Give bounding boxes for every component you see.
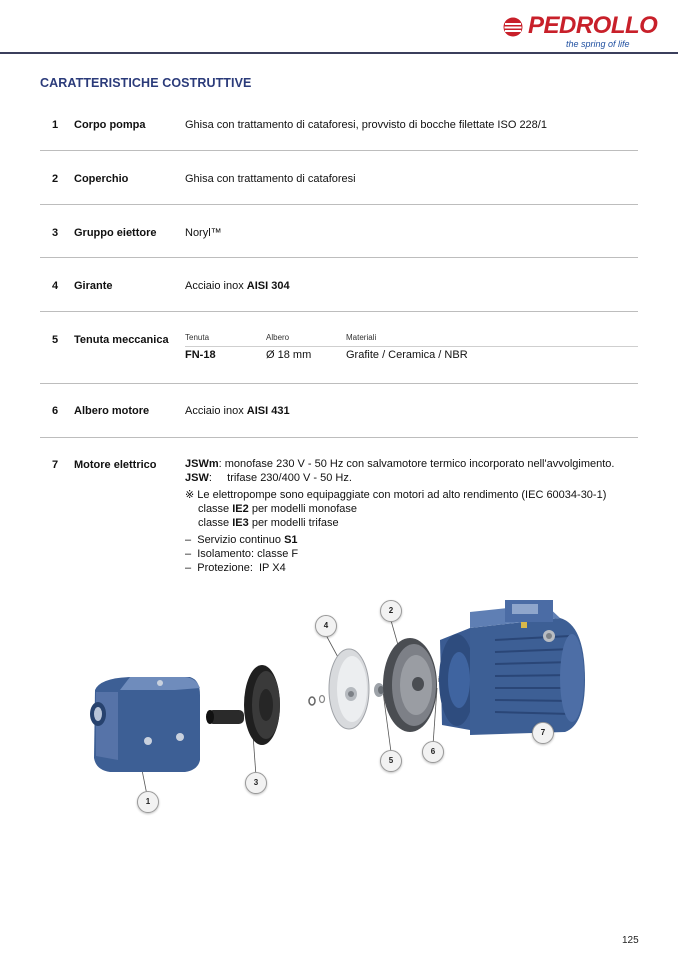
callout-7: 7	[532, 722, 554, 744]
jsw-text: : trifase 230/400 V - 50 Hz.	[208, 472, 352, 484]
pump-body-part	[90, 677, 200, 772]
bullet-bold: S1	[284, 534, 298, 546]
ie2-bold: IE2	[232, 503, 249, 515]
callout-6: 6	[422, 741, 444, 763]
ie2-prefix: classe	[198, 503, 233, 515]
bullet-text: – Protezione: IP X4	[185, 562, 286, 574]
row-number: 2	[52, 173, 59, 185]
o-ring-part	[309, 696, 325, 706]
row-number: 3	[52, 227, 59, 239]
sub-value-materiali: Grafite / Ceramica / NBR	[346, 349, 468, 361]
row-value: Ghisa con trattamento di cataforesi, provvisto di bocche filettate ISO 228/1	[185, 119, 547, 131]
row-label: Albero motore	[74, 405, 150, 417]
ejector-group-part	[206, 665, 280, 745]
bullet-text: – Isolamento: classe F	[185, 548, 299, 560]
row-label: Motore elettrico	[74, 459, 157, 471]
callout-4: 4	[315, 615, 337, 637]
row-label: Tenuta meccanica	[74, 334, 169, 346]
note-text: Le elettropompe sono equipaggiate con motori ad alto rendimento (IEC 60034-30-1)	[197, 489, 607, 501]
ie3-suffix: per modelli trifase	[248, 517, 339, 529]
sub-header-albero: Albero	[266, 333, 290, 342]
value-bold: AISI 304	[246, 280, 290, 292]
row-value: Noryl™	[185, 227, 222, 239]
row-label: Coperchio	[74, 173, 129, 185]
jsw-label: JSW	[185, 472, 209, 484]
row-label: Corpo pompa	[74, 119, 146, 131]
sub-value-tenuta: FN-18	[185, 349, 216, 361]
value-prefix: Acciaio inox	[185, 280, 247, 292]
electric-motor-part	[439, 600, 585, 735]
brand-name: PEDROLLO	[528, 12, 658, 39]
row-number: 7	[52, 459, 59, 471]
row-number: 6	[52, 405, 59, 417]
row-number: 5	[52, 334, 59, 346]
ie3-bold: IE3	[232, 517, 249, 529]
value-bold: AISI 431	[246, 405, 290, 417]
section-title: CARATTERISTICHE COSTRUTTIVE	[40, 76, 252, 90]
jswm-text: : monofase 230 V - 50 Hz con salvamotore termico incorporato nell'avvolgimento.	[218, 458, 615, 470]
value-prefix: Acciaio inox	[185, 405, 247, 417]
callout-1: 1	[137, 791, 159, 813]
bullet-text: – Servizio continuo	[185, 534, 285, 546]
sub-header-materiali: Materiali	[346, 333, 377, 342]
page-number: 125	[622, 935, 639, 946]
callout-5: 5	[380, 750, 402, 772]
ie3-prefix: classe	[198, 517, 233, 529]
callout-3: 3	[245, 772, 267, 794]
note-symbol-icon: ※	[185, 489, 195, 501]
brand-tagline: the spring of life	[566, 39, 630, 49]
sub-header-tenuta: Tenuta	[185, 333, 210, 342]
sub-value-albero: Ø 18 mm	[266, 349, 312, 361]
jswm-label: JSWm	[185, 458, 219, 470]
row-label: Girante	[74, 280, 113, 292]
cover-part	[383, 638, 437, 732]
row-number: 4	[52, 280, 59, 292]
row-number: 1	[52, 119, 59, 131]
impeller-part	[329, 649, 369, 729]
row-label: Gruppo eiettore	[74, 227, 157, 239]
callout-2: 2	[380, 600, 402, 622]
row-value: Ghisa con trattamento di cataforesi	[185, 173, 356, 185]
mechanical-seal-part	[374, 683, 384, 697]
ie2-suffix: per modelli monofase	[248, 503, 357, 515]
